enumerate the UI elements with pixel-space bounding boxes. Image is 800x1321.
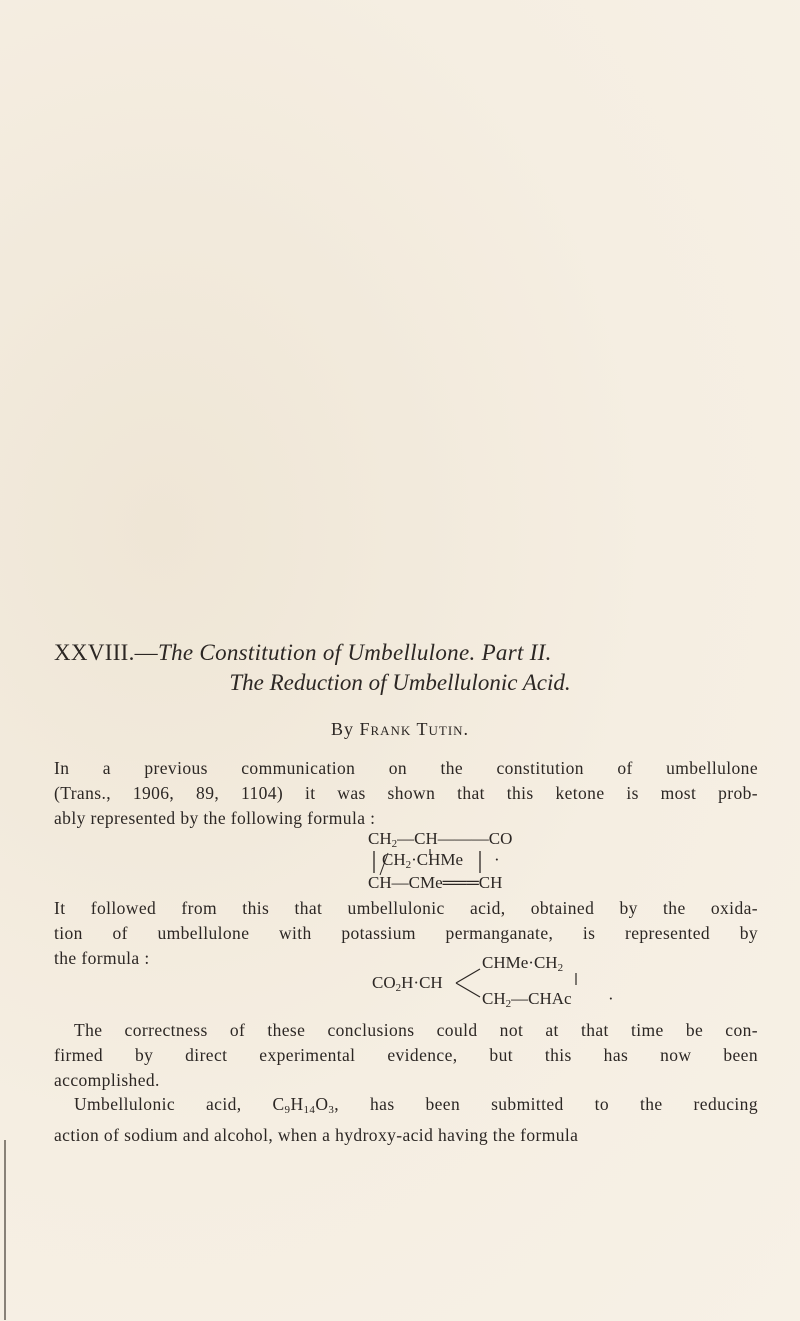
formula-branch xyxy=(454,965,484,1001)
text-run: H xyxy=(290,1094,304,1114)
branch-down xyxy=(456,983,480,997)
formula-text: CO xyxy=(372,973,396,992)
formula-subscript: 2 xyxy=(557,962,564,974)
formula-subscript: 2 xyxy=(405,859,412,871)
formula-acid-left xyxy=(372,973,443,994)
formula-subscript: 2 xyxy=(505,998,512,1010)
author-name: Frank Tutin. xyxy=(359,719,470,739)
formula-acid-lower xyxy=(482,989,572,1010)
paragraph-line: accomplished. xyxy=(54,1070,160,1090)
paragraph-line: tion of umbellulone with potassium permanganate, is represented by xyxy=(54,923,758,943)
formula-acid-upper xyxy=(482,953,563,974)
paragraph-line: The correctness of these conclusions could not at that time be con- xyxy=(74,1020,758,1040)
paragraph-correctness xyxy=(54,1018,758,1093)
formula-text: CHMe·CH xyxy=(482,953,558,972)
paragraph-line: the formula : xyxy=(54,948,150,968)
article-subtitle: The Reduction of Umbellulonic Acid. xyxy=(229,670,571,695)
text-run: , has been submitted to the reducing xyxy=(334,1094,758,1114)
formula-trailing-dot: · xyxy=(494,850,500,869)
formula-text: —CH———CO xyxy=(397,829,513,848)
paragraph-reduction xyxy=(54,1092,758,1148)
formula-text: ·CHMe xyxy=(411,850,464,869)
formula-subscript: 3 xyxy=(328,1104,335,1116)
paragraph-line: firmed by direct experimental evidence, but this has now been xyxy=(54,1045,758,1065)
formula-subscript: 14 xyxy=(303,1104,316,1116)
margin-mark xyxy=(4,1140,6,1320)
byline xyxy=(0,719,800,740)
formula-acid-trailing-dot: · xyxy=(608,989,614,1008)
paragraph-line: (Trans., 1906, 89, 1104) it was shown that this ketone is most prob- xyxy=(54,783,758,803)
formula-subscript: 2 xyxy=(391,838,398,850)
formula-text: CH xyxy=(368,829,392,848)
paragraph-line: It followed from this that umbellulonic acid, obtained by the oxida- xyxy=(54,898,758,918)
formula-text: —CHAc xyxy=(511,989,572,1008)
text-run: O xyxy=(315,1094,329,1114)
formula-subscript: 2 xyxy=(395,982,402,994)
branch-up xyxy=(456,969,480,983)
paragraph-line: ably represented by the following formula : xyxy=(54,808,376,828)
paragraph-line: action of sodium and alcohol, when a hydroxy-acid having the formula xyxy=(54,1125,579,1145)
formula-row-2 xyxy=(382,850,463,871)
paragraph-intro xyxy=(54,756,758,831)
formula-acid-vertical-bond xyxy=(572,971,582,987)
article-number: XXVIII. xyxy=(54,640,135,665)
article-title xyxy=(54,640,754,666)
formula-text: CH xyxy=(382,850,406,869)
formula-text: CH xyxy=(482,989,506,1008)
article-title-text: The Constitution of Umbellulone. Part II. xyxy=(157,640,552,665)
formula-text: H·CH xyxy=(401,973,443,992)
formula-subscript: 9 xyxy=(284,1104,291,1116)
title-dash: — xyxy=(134,640,158,665)
paragraph-line xyxy=(54,1092,758,1123)
paragraph-followed xyxy=(54,896,758,971)
text-run: Umbellulonic acid, C xyxy=(74,1094,285,1114)
paragraph-line: In a previous communication on the constitution of umbellulone xyxy=(54,758,758,778)
byline-prefix: By xyxy=(330,719,354,739)
formula-row-3: CH—CMe═══CH xyxy=(368,873,503,892)
